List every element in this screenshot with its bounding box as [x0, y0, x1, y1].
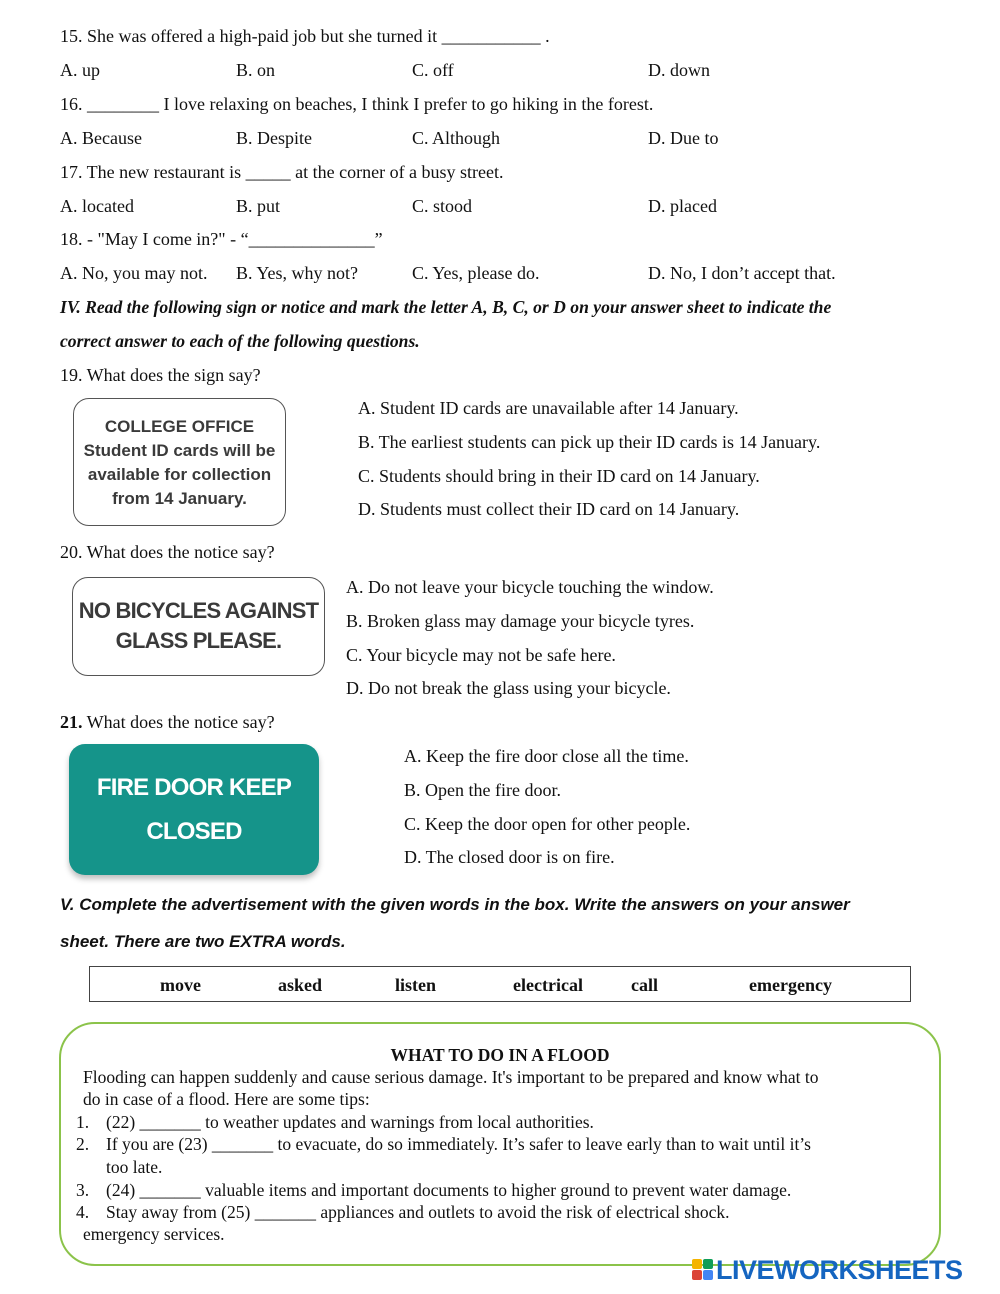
question-17: 17. The new restaurant is _____ at the corner of a busy street. — [60, 162, 504, 182]
question-19: 19. What does the sign say? — [60, 365, 261, 385]
list-item: (22) _______ to weather updates and warnings from local authorities. — [106, 1112, 594, 1132]
list-item-continuation: too late. — [106, 1157, 163, 1177]
flood-title: WHAT TO DO IN A FLOOD — [390, 1045, 610, 1065]
option-b: B. Broken glass may damage your bicycle tyres. — [346, 611, 695, 631]
option-b: B. Despite — [236, 128, 312, 148]
question-20: 20. What does the notice say? — [60, 542, 275, 562]
option-b: B. Open the fire door. — [404, 780, 561, 800]
question-21 — [60, 712, 275, 733]
option-c: C. Your bicycle may not be safe here. — [346, 645, 616, 665]
section-4-heading-line-2: correct answer to each of the following questions. — [60, 331, 420, 351]
sign-line: FIRE DOOR KEEP — [96, 774, 292, 801]
list-item: Stay away from (25) _______ appliances and outlets to avoid the risk of electrical shock. — [106, 1202, 730, 1222]
section-5-heading-line-1: V. Complete the advertisement with the given words in the box. Write the answers on your answer — [60, 895, 850, 914]
option-a: A. up — [60, 60, 100, 80]
word-box-item: call — [631, 975, 658, 995]
flood-tail-text: emergency services. — [83, 1224, 225, 1244]
option-d: D. down — [648, 60, 710, 80]
question-15: 15. She was offered a high-paid job but she turned it ___________ . — [60, 26, 550, 46]
list-item: If you are (23) _______ to evacuate, do so immediately. It’s safer to leave early than to wait until it’s — [106, 1134, 811, 1154]
option-a: A. Because — [60, 128, 142, 148]
option-c: C. Keep the door open for other people. — [404, 814, 691, 834]
option-a: A. No, you may not. — [60, 263, 208, 283]
option-d: D. No, I don’t accept that. — [648, 263, 836, 283]
option-c: C. stood — [412, 196, 473, 216]
option-c: C. Students should bring in their ID card on 14 January. — [358, 466, 760, 486]
sign-line: NO BICYCLES AGAINST — [78, 598, 319, 623]
sign-line: GLASS PLEASE. — [115, 628, 282, 653]
section-4-heading-line-1: IV. Read the following sign or notice and mark the letter A, B, C, or D on your answer sheet to indicate the — [60, 297, 832, 317]
sign-line: CLOSED — [146, 818, 242, 845]
word-box-item: listen — [395, 975, 437, 995]
option-c: C. Although — [412, 128, 501, 148]
sign-line: Student ID cards will be — [83, 441, 276, 460]
word-box-item: emergency — [749, 975, 832, 995]
flood-intro-line-1: Flooding can happen suddenly and cause serious damage. It's important to be prepared and know what to — [83, 1067, 819, 1087]
no-bicycles-sign — [72, 577, 325, 676]
option-d: D. Do not break the glass using your bicycle. — [346, 678, 671, 698]
sign-line: COLLEGE OFFICE — [104, 417, 255, 436]
question-16: 16. ________ I love relaxing on beaches, I think I prefer to go hiking in the forest. — [60, 94, 654, 114]
option-a: A. Do not leave your bicycle touching the window. — [346, 577, 714, 597]
option-b: B. put — [236, 196, 281, 216]
option-c: C. off — [412, 60, 454, 80]
liveworksheets-logo[interactable] — [692, 1256, 992, 1286]
liveworksheets-grid-icon — [692, 1259, 714, 1281]
flood-intro-line-2: do in case of a flood. Here are some tips: — [83, 1089, 370, 1109]
option-d: D. The closed door is on fire. — [404, 847, 615, 867]
list-item-number: 4. — [76, 1202, 90, 1222]
word-box-item: move — [160, 975, 201, 995]
option-d: D. placed — [648, 196, 717, 216]
list-item-number: 1. — [76, 1112, 90, 1132]
sign-line: available for collection — [87, 465, 272, 484]
word-box-item: asked — [278, 975, 323, 995]
option-a: A. Student ID cards are unavailable after 14 January. — [358, 398, 739, 418]
question-text: What does the notice say? — [82, 712, 275, 732]
list-item: (24) _______ valuable items and important documents to higher ground to prevent water damage. — [106, 1180, 792, 1200]
question-number: 21. — [60, 712, 83, 732]
option-b: B. The earliest students can pick up their ID cards is 14 January. — [358, 432, 821, 452]
option-d: D. Due to — [648, 128, 719, 148]
flood-advertisement — [59, 1022, 941, 1266]
option-c: C. Yes, please do. — [412, 263, 540, 283]
section-5-heading-line-2: sheet. There are two EXTRA words. — [60, 932, 346, 951]
option-a: A. Keep the fire door close all the time. — [404, 746, 689, 766]
list-item-number: 2. — [76, 1134, 90, 1154]
list-item-number: 3. — [76, 1180, 90, 1200]
word-box-item: electrical — [513, 975, 583, 995]
option-b: B. Yes, why not? — [236, 263, 359, 283]
fire-door-sign — [69, 744, 319, 875]
option-d: D. Students must collect their ID card on 14 January. — [358, 499, 740, 519]
question-18: 18. - "May I come in?" - “______________” — [60, 229, 383, 249]
logo-text: LIVEWORKSHEETS — [716, 1255, 963, 1285]
sign-line: from 14 January. — [112, 489, 247, 508]
word-box — [89, 966, 911, 1002]
option-a: A. located — [60, 196, 134, 216]
college-office-sign — [73, 398, 286, 526]
option-b: B. on — [236, 60, 276, 80]
